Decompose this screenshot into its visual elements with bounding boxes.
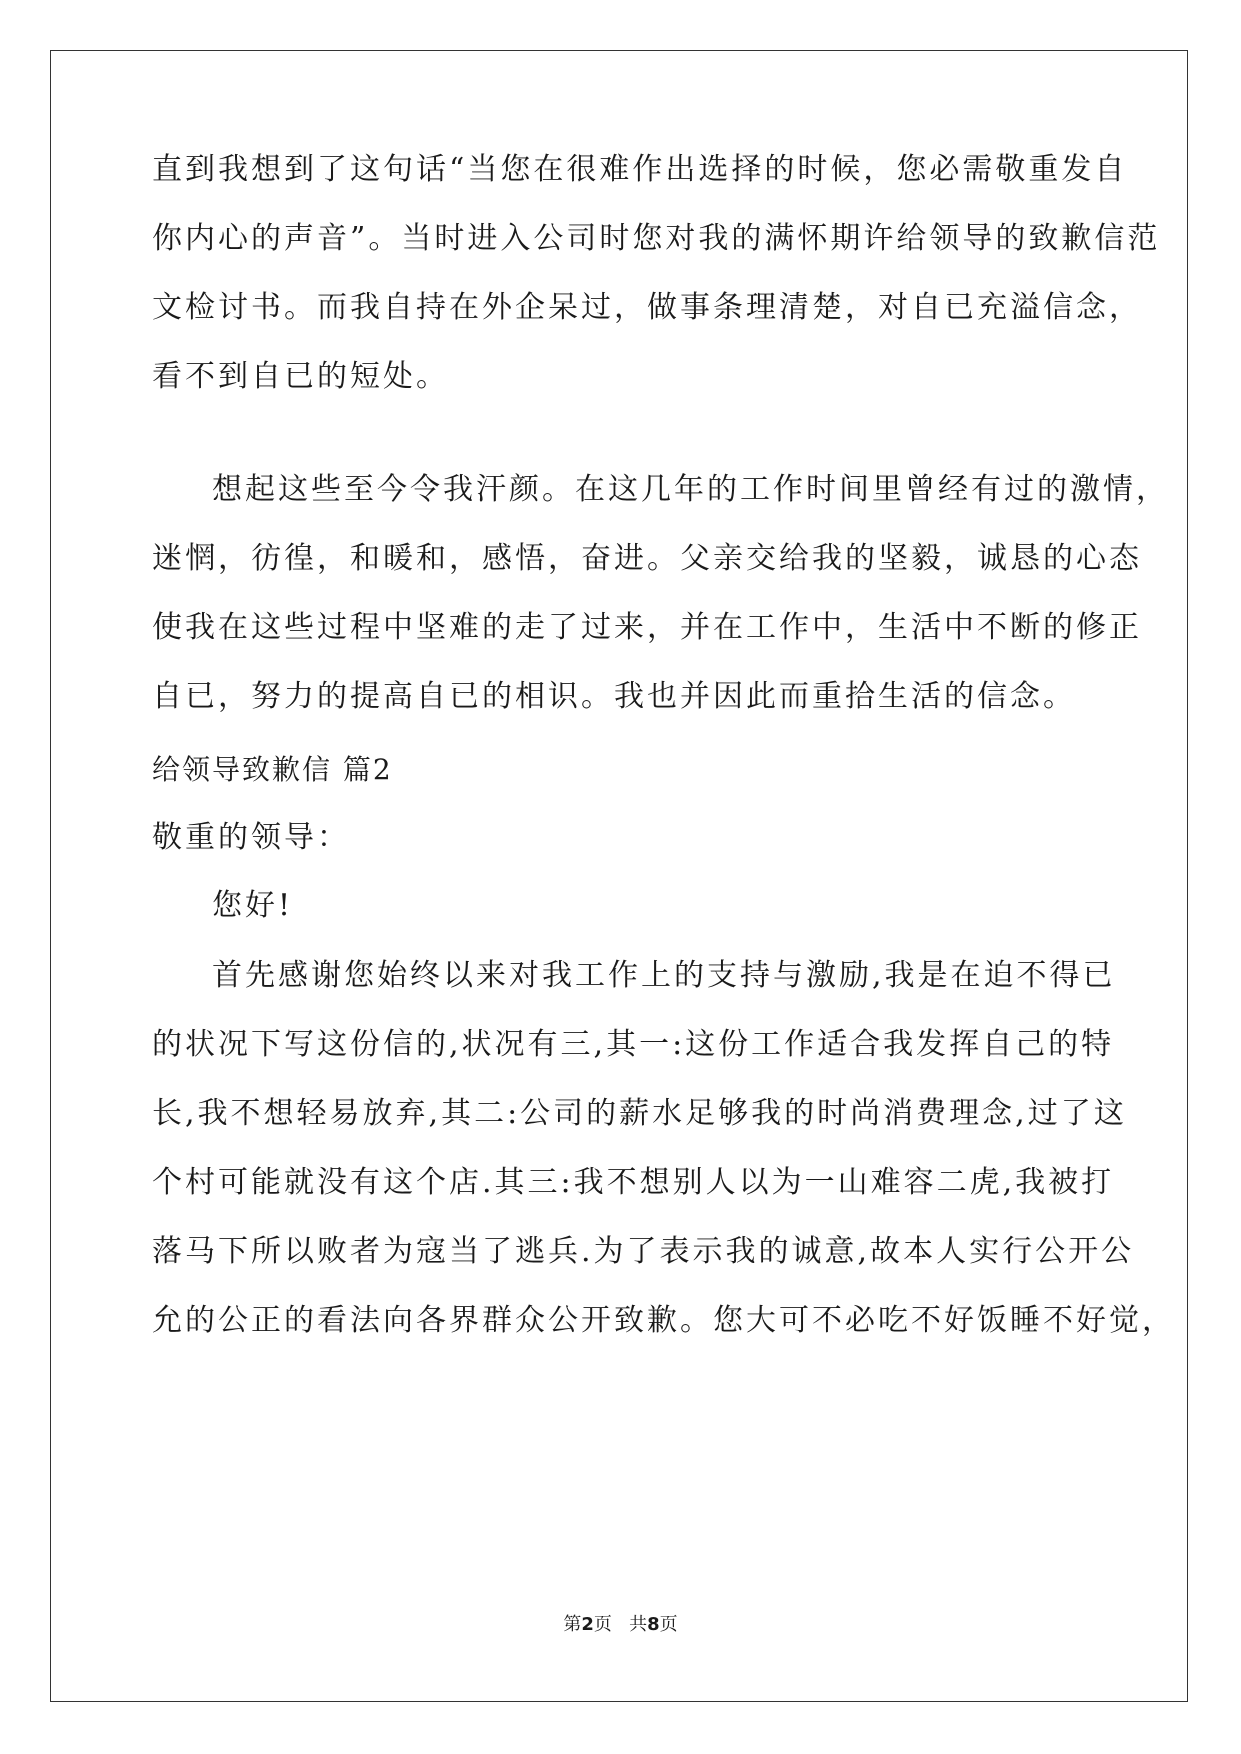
body-line: 你内心的声音”。当时进入公司时您对我的满怀期许给领导的致歉信范 <box>152 221 1161 256</box>
body-line: 首先感谢您始终以来对我工作上的支持与激励,我是在迫不得已 <box>212 958 1116 993</box>
body-line: 落马下所以败者为寇当了逃兵.为了表示我的诚意,故本人实行公开公 <box>152 1234 1135 1269</box>
section-heading: 给领导致歉信 篇2 <box>152 753 393 786</box>
page-label-suffix: 页 <box>593 1614 612 1635</box>
body-line: 自已，努力的提高自已的相识。我也并因此而重拾生活的信念。 <box>152 679 1076 714</box>
page-footer <box>0 1613 1241 1637</box>
total-label-suffix: 页 <box>659 1614 678 1635</box>
total-label-prefix: 共 <box>629 1614 648 1635</box>
body-line: 迷惘，彷徨，和暖和，感悟，奋进。父亲交给我的坚毅，诚恳的心态 <box>152 541 1142 576</box>
body-line: 看不到自已的短处。 <box>152 359 449 394</box>
page-number: 2 <box>581 1614 594 1635</box>
body-line: 直到我想到了这句话“当您在很难作出选择的时候，您必需敬重发自 <box>152 152 1128 187</box>
salutation: 敬重的领导： <box>152 820 350 855</box>
body-line: 的状况下写这份信的,状况有三,其一:这份工作适合我发挥自己的特 <box>152 1027 1115 1062</box>
page-label-prefix: 第 <box>563 1614 582 1635</box>
body-line: 个村可能就没有这个店.其三:我不想别人以为一山难容二虎,我被打 <box>152 1165 1115 1200</box>
body-line: 长,我不想轻易放弃,其二:公司的薪水足够我的时尚消费理念,过了这 <box>152 1096 1127 1131</box>
greeting: 您好! <box>212 888 294 923</box>
body-line: 文检讨书。而我自持在外企呆过，做事条理清楚，对自已充溢信念， <box>152 290 1142 325</box>
total-pages: 8 <box>647 1614 660 1635</box>
body-line: 使我在这些过程中坚难的走了过来，并在工作中，生活中不断的修正 <box>152 610 1142 645</box>
body-line: 想起这些至今令我汗颜。在这几年的工作时间里曾经有过的激情， <box>212 472 1169 507</box>
body-line: 允的公正的看法向各界群众公开致歉。您大可不必吃不好饭睡不好觉， <box>152 1303 1175 1338</box>
